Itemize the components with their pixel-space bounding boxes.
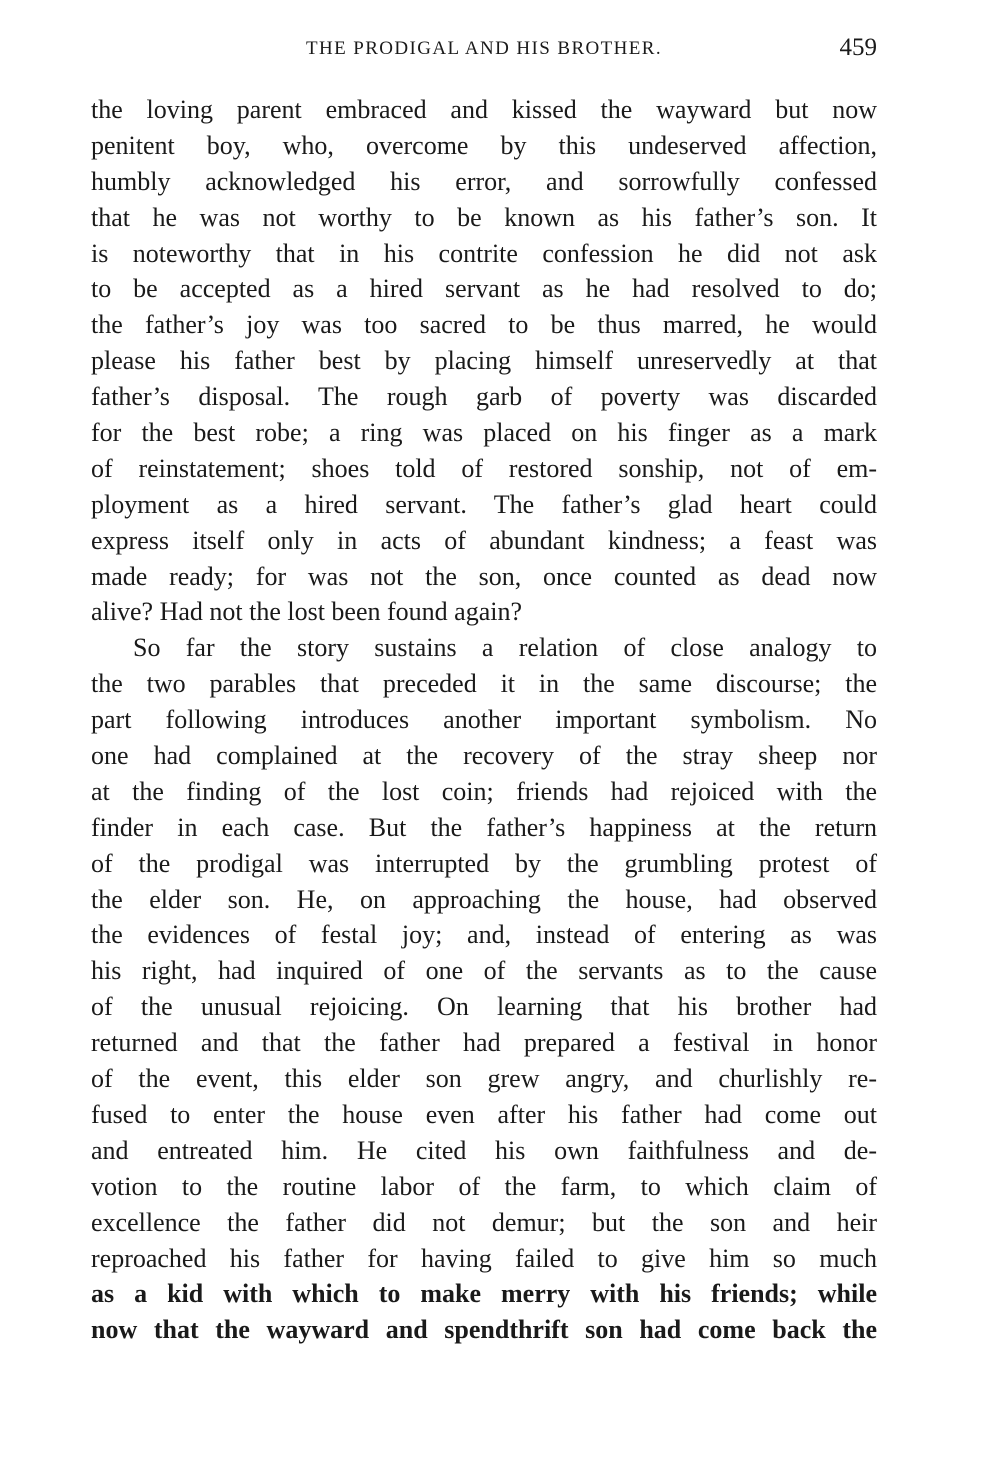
- text-line: the father’s joy was too sacred to be thus marred, he would: [91, 310, 877, 340]
- text-line: returned and that the father had prepared a festival in honor: [91, 1028, 877, 1058]
- text-line: the evidences of festal joy; and, instead of entering as was: [91, 920, 877, 950]
- text-line: the loving parent embraced and kissed the wayward but now: [91, 95, 877, 124]
- running-head: [91, 34, 877, 68]
- text-line: the two parables that preceded it in the same discourse; the: [91, 669, 877, 699]
- text-line: father’s disposal. The rough garb of poverty was discarded: [91, 382, 877, 412]
- text-line: excellence the father did not demur; but the son and heir: [91, 1207, 877, 1237]
- text-line: part following introduces another important symbolism. No: [91, 705, 877, 735]
- text-line: votion to the routine labor of the farm, to which claim of: [91, 1171, 877, 1201]
- text-line: fused to enter the house even after his father had come out: [91, 1099, 877, 1129]
- text-line: at the finding of the lost coin; friends had rejoiced with the: [91, 776, 877, 806]
- text-line: finder in each case. But the father’s happiness at the return: [91, 812, 877, 842]
- text-line: to be accepted as a hired servant as he had resolved to do;: [91, 274, 877, 304]
- text-line: of the prodigal was interrupted by the grumbling protest of: [91, 848, 877, 878]
- text-line: ployment as a hired servant. The father’s glad heart could: [91, 489, 877, 519]
- text-line: one had complained at the recovery of the stray sheep nor: [91, 741, 877, 771]
- text-line: alive? Had not the lost been found again?: [91, 597, 523, 627]
- text-line: the elder son. He, on approaching the house, had observed: [91, 884, 877, 914]
- text-line: of the unusual rejoicing. On learning that his brother had: [91, 992, 877, 1022]
- paragraph-2: [91, 630, 877, 1348]
- text-line: as a kid with which to make merry with his friends; while: [91, 1279, 877, 1309]
- text-line: of the event, this elder son grew angry, and churlishly re-: [91, 1064, 877, 1094]
- text-line: made ready; for was not the son, once counted as dead now: [91, 561, 877, 591]
- text-line: and entreated him. He cited his own faithfulness and de-: [91, 1135, 877, 1165]
- text-line: for the best robe; a ring was placed on his finger as a mark: [91, 418, 877, 448]
- text-line: So far the story sustains a relation of close analogy to: [133, 633, 877, 663]
- text-line: now that the wayward and spendthrift son had come back the: [91, 1315, 877, 1345]
- page-number: 459: [839, 34, 877, 61]
- text-line: is noteworthy that in his contrite confession he did not ask: [91, 238, 877, 268]
- text-line: of reinstatement; shoes told of restored sonship, not of em-: [91, 453, 877, 483]
- text-line: his right, had inquired of one of the servants as to the cause: [91, 956, 877, 986]
- body-text: [91, 92, 877, 1348]
- text-line: express itself only in acts of abundant kindness; a feast was: [91, 525, 877, 555]
- paragraph-1: [91, 92, 877, 630]
- running-title: THE PRODIGAL AND HIS BROTHER.: [305, 38, 663, 59]
- text-line: reproached his father for having failed to give him so much: [91, 1243, 877, 1273]
- text-line: that he was not worthy to be known as his father’s son. It: [91, 202, 877, 232]
- text-line: penitent boy, who, overcome by this undeserved affection,: [91, 130, 877, 160]
- text-line: humbly acknowledged his error, and sorrowfully confessed: [91, 166, 877, 196]
- text-line: please his father best by placing himself unreservedly at that: [91, 346, 877, 376]
